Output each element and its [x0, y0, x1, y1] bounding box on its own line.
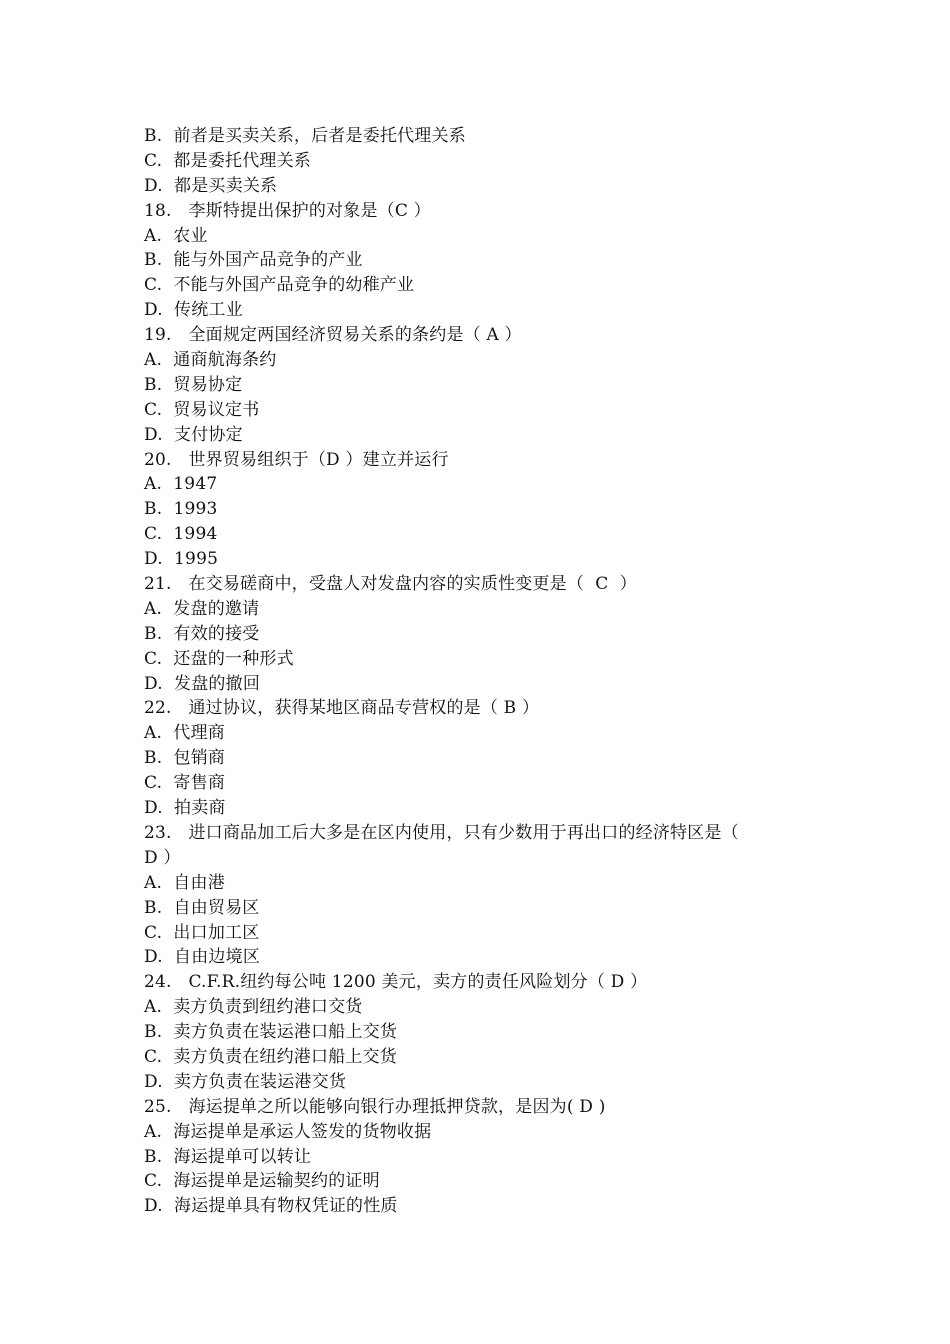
- question-line: 23. 进口商品加工后大多是在区内使用，只有少数用于再出口的经济特区是（: [144, 822, 739, 843]
- option-line: A. 代理商: [144, 723, 225, 744]
- option-line: B. 自由贸易区: [144, 897, 260, 918]
- option-line: D. 1995: [144, 549, 219, 570]
- option-line: B. 卖方负责在装运港口船上交货: [144, 1022, 398, 1043]
- option-line: D. 发盘的撤回: [144, 673, 261, 694]
- option-line: D. 海运提单具有物权凭证的性质: [144, 1196, 398, 1217]
- option-line: D. 支付协定: [144, 424, 243, 445]
- option-line: D. 拍卖商: [144, 798, 226, 819]
- question-line: 22. 通过协议，获得某地区商品专营权的是（ B ）: [144, 698, 540, 719]
- option-line: D. 自由边境区: [144, 947, 261, 968]
- option-line: B. 贸易协定: [144, 374, 243, 395]
- option-line: C. 寄售商: [144, 773, 226, 794]
- question-line: 21. 在交易磋商中，受盘人对发盘内容的实质性变更是（ C ）: [144, 574, 637, 595]
- option-line: C. 卖方负责在纽约港口船上交货: [144, 1046, 398, 1067]
- option-line: A. 自由港: [144, 872, 225, 893]
- question-line: 19. 全面规定两国经济贸易关系的条约是（ A ）: [144, 325, 522, 346]
- question-answer-line: D ）: [144, 847, 181, 868]
- question-line: 18. 李斯特提出保护的对象是（C ）: [144, 200, 431, 221]
- option-line: B. 包销商: [144, 748, 226, 769]
- option-line: C. 不能与外国产品竞争的幼稚产业: [144, 275, 415, 296]
- option-line: D. 卖方负责在装运港交货: [144, 1071, 347, 1092]
- document-page: [144, 124, 844, 1219]
- option-line: B. 海运提单可以转让: [144, 1146, 312, 1167]
- option-line: C. 海运提单是运输契约的证明: [144, 1171, 380, 1192]
- option-line: A. 发盘的邀请: [144, 598, 260, 619]
- question-line: 24. C.F.R.纽约每公吨 1200 美元，卖方的责任风险划分（ D ）: [144, 972, 648, 993]
- option-line: A. 农业: [144, 225, 208, 246]
- option-line: D. 都是买卖关系: [144, 175, 278, 196]
- option-line: B. 前者是买卖关系，后者是委托代理关系: [144, 126, 466, 146]
- option-line: C. 都是委托代理关系: [144, 150, 312, 171]
- question-line: 20. 世界贸易组织于（D ）建立并运行: [144, 449, 449, 470]
- option-line: C. 出口加工区: [144, 922, 260, 943]
- option-line: B. 有效的接受: [144, 623, 260, 644]
- option-line: A. 卖方负责到纽约港口交货: [144, 997, 363, 1018]
- option-line: C. 还盘的一种形式: [144, 648, 294, 669]
- option-line: A. 1947: [144, 474, 218, 495]
- option-line: C. 贸易议定书: [144, 399, 260, 420]
- option-line: A. 海运提单是承运人签发的货物收据: [144, 1121, 432, 1142]
- question-line: 25. 海运提单之所以能够向银行办理抵押贷款，是因为( D ): [144, 1096, 606, 1117]
- option-line: B. 1993: [144, 499, 218, 520]
- option-line: A. 通商航海条约: [144, 350, 277, 371]
- option-line: B. 能与外国产品竞争的产业: [144, 250, 363, 271]
- option-line: C. 1994: [144, 524, 218, 545]
- option-line: D. 传统工业: [144, 300, 243, 321]
